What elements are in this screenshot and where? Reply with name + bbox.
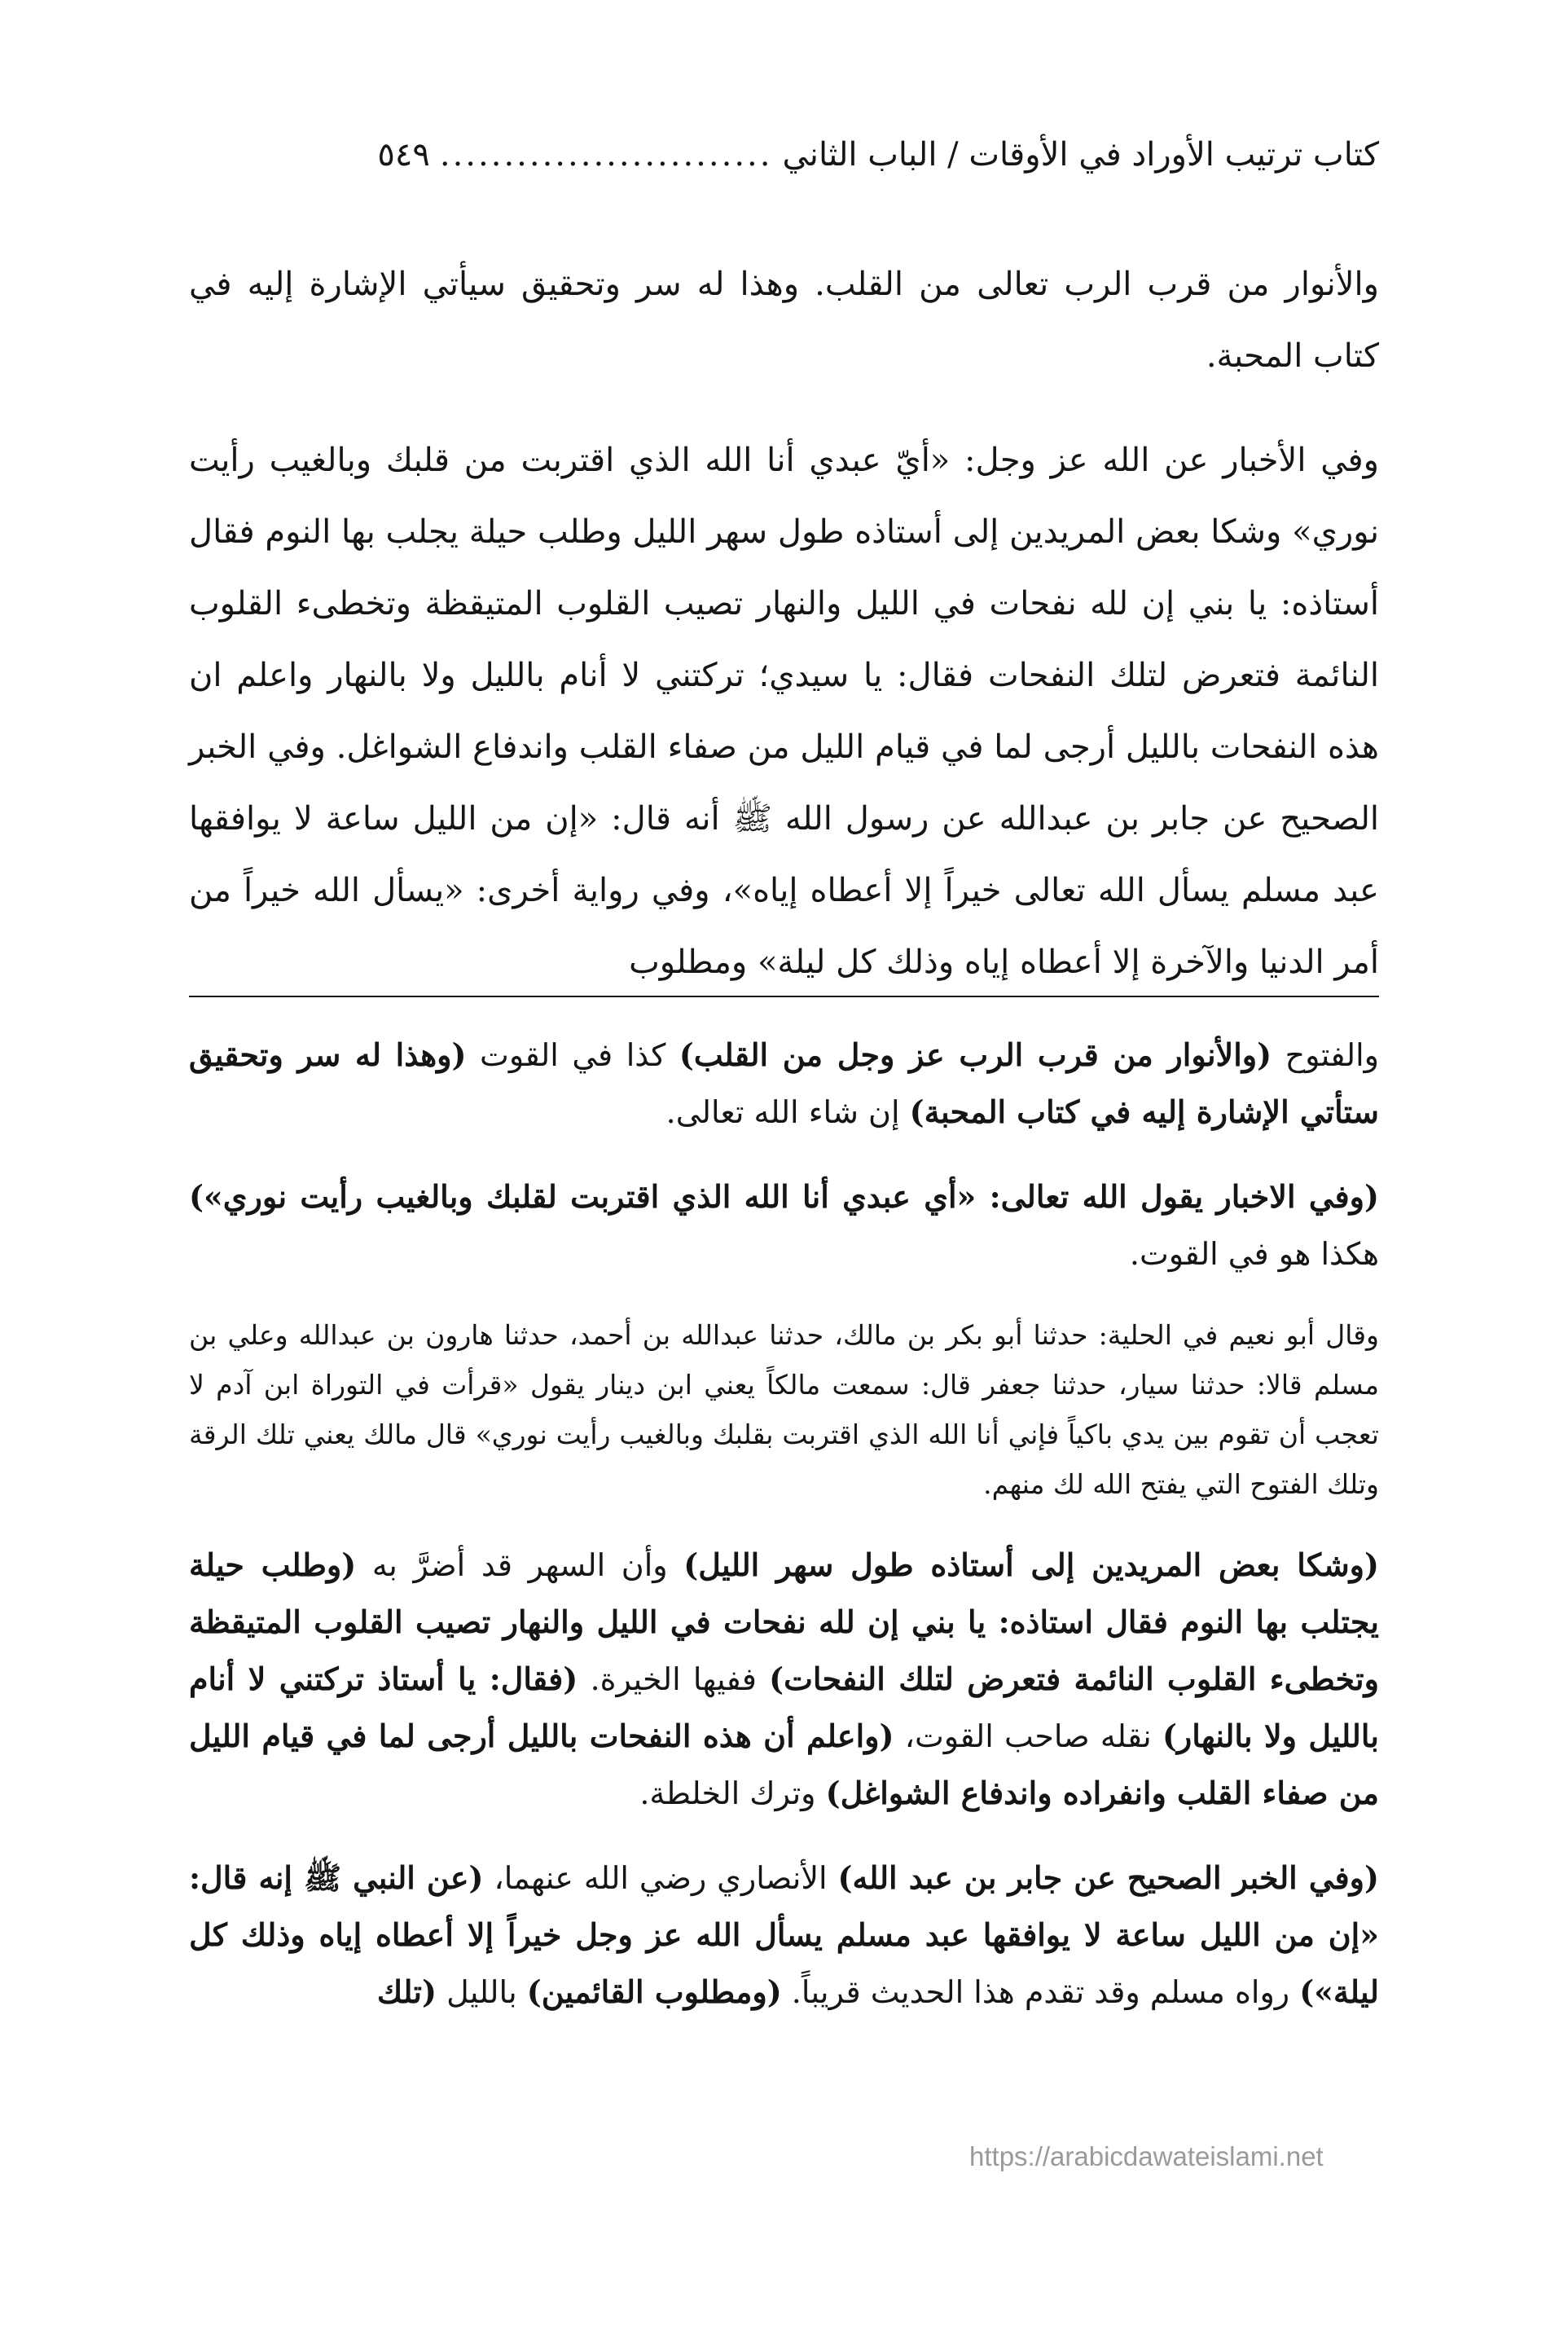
commentary-text: رواه مسلم وقد تقدم هذا الحديث قريباً. [791,1974,1290,2010]
commentary-text: هكذا هو في القوت. [1129,1236,1379,1272]
header-title: كتاب ترتيب الأوراد في الأوقات / الباب الثاني [782,136,1379,174]
commentary-text: والفتوح [1285,1037,1379,1073]
commentary-text: وأن السهر قد أضرَّ به [371,1547,668,1583]
page-number: ٥٤٩ [377,136,430,174]
commentary-text: الأنصاري رضي الله عنهما، [494,1860,828,1896]
quoted-matn: (تلك [376,1973,437,2010]
quoted-matn: (فقال: يا أستاذ تركتني لا أنام بالليل ولا بالنهار) [189,1661,1379,1754]
commentary-text: نقله صاحب القوت، [904,1718,1152,1754]
commentary-text: ففيها الخيرة. [590,1661,757,1697]
commentary-paragraph-4 [189,1537,1379,1822]
quoted-matn: (ومطلوب القائمين) [526,1973,782,2010]
footnote-divider [189,996,1379,997]
quoted-matn: (وهذا له سر وتحقيق ستأتي الإشارة إليه في كتاب المحبة) [189,1036,1379,1130]
quoted-matn: (وفي الخبر الصحيح عن جابر بن عبد الله) [837,1859,1379,1896]
commentary-text: بالليل [446,1974,517,2010]
running-header [187,122,1379,187]
quoted-matn: (والأنوار من قرب الرب عز وجل من القلب) [679,1036,1272,1073]
commentary [189,1027,1379,2021]
commentary-text: كذا في القوت [480,1037,666,1073]
commentary-paragraph-1 [189,1027,1379,1141]
main-paragraph-2: وفي الأخبار عن الله عز وجل: «أيّ عبدي أنا الله الذي اقتربت من قلبك وبالغيب رأيت نوري» وشكا بعض المريدين إلى أستاذه طول سهر الليل وطلب حيلة يجلب بها النوم فقال أستاذه: يا بني إن لله نفحات في الليل والنهار تصيب القلوب المتيقظة وتخطىء القلوب النائمة فتعرض لتلك النفحات فقال: يا سيدي؛ تركتني لا أنام بالليل ولا بالنهار واعلم ان هذه النفحات بالليل أرجى لما في قيام الليل من صفاء القلب واندفاع الشواغل. وفي الخبر الصحيح عن جابر بن عبدالله عن رسول الله ﷺ أنه قال: «إن من الليل ساعة لا يوافقها عبد مسلم يسأل الله تعالى خيراً إلا أعطاه إياه»، وفي رواية أخرى: «يسأل الله خيراً من أمر الدنيا والآخرة إلا أعطاه إياه وذلك كل ليلة» ومطلوب [189,442,1379,981]
quoted-matn: (وطلب حيلة يجتلب بها النوم فقال استاذه: يا بني إن لله نفحات في الليل والنهار تصيب القلوب المتيقظة وتخطىء القلوب النائمة فتعرض لتلك النفحات) [189,1546,1379,1697]
commentary-text: وقال أبو نعيم في الحلية: حدثنا أبو بكر بن مالك، حدثنا عبدالله بن أحمد، حدثنا هارون بن عبدالله وعلي بن مسلم قالا: حدثنا سيار، حدثنا جعفر قال: سمعت مالكاً يعني ابن دينار يقول «قرأت في التوراة ابن آدم لا تعجب أن تقوم بين يدي باكياً فإني أنا الله الذي اقتربت بقلبك وبالغيب رأيت نوري» قال مالك يعني تلك الرقة وتلك الفتوح التي يفتح الله لك منهم. [189,1319,1379,1500]
commentary-paragraph-3 [189,1310,1379,1509]
header-leader-dots: .......................... [439,136,773,174]
commentary-text: إن شاء الله تعالى. [665,1094,900,1130]
quoted-matn: (وفي الاخبار يقول الله تعالى: «أي عبدي أنا الله الذي اقتربت لقلبك وبالغيب رأيت نوري») [189,1178,1379,1215]
watermark-url: https://arabicdawateislami.net [969,2141,1324,2171]
main-paragraph-1: والأنوار من قرب الرب تعالى من القلب. وهذا له سر وتحقيق سيأتي الإشارة إليه في كتاب المحبة. [189,266,1379,375]
quoted-matn: (عن النبي ﷺ إنه قال: «إن من الليل ساعة لا يوافقها عبد مسلم يسأل الله عز وجل خيراً إلا أعطاه إياه وذلك كل ليلة») [189,1859,1379,2010]
commentary-paragraph-5 [189,1850,1379,2021]
quoted-matn: (وشكا بعض المريدين إلى أستاذه طول سهر الليل) [683,1546,1379,1583]
quoted-matn: (واعلم أن هذه النفحات بالليل أرجى لما في قيام الليل من صفاء القلب وانفراده واندفاع الشواغل) [189,1718,1379,1811]
main-text [189,249,1379,998]
commentary-paragraph-2 [189,1168,1379,1282]
commentary-text: وترك الخلطة. [639,1775,816,1811]
